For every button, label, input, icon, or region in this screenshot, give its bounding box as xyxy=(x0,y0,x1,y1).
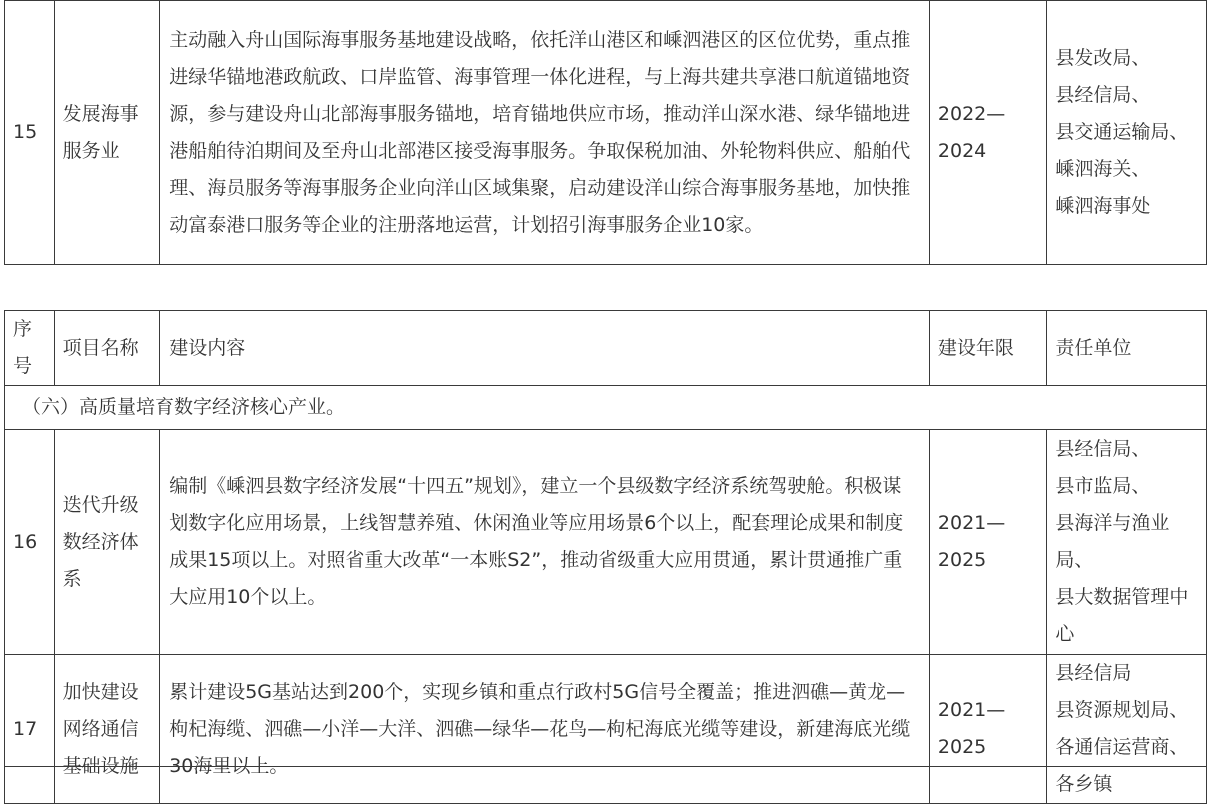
project-table-main xyxy=(4,310,1207,804)
table-row xyxy=(5,655,1207,804)
header-content: 建设内容 xyxy=(160,311,930,386)
next-row-partial xyxy=(4,766,1207,781)
responsible-units xyxy=(1047,1,1207,265)
project-content: 主动融入舟山国际海事服务基地建设战略，依托洋山港区和嵊泗港区的区位优势，重点推进绿华锚地港政航政、口岸监管、海事管理一体化进程，与上海共建共享港口航道锚地资源，参与建设舟山北部海事服务锚地，培育锚地供应市场，推动洋山深水港、绿华锚地进港船舶待泊期间及至舟山北部港区接受海事服务。争取保税加油、外轮物料供应、船舶代理、海员服务等海事服务企业向洋山区域集聚，启动建设洋山综合海事服务基地，加快推动富泰港口服务等企业的注册落地运营，计划招引海事服务企业10家。 xyxy=(160,1,930,265)
project-name: 发展海事服务业 xyxy=(54,1,160,265)
unit-item: 县市监局、 xyxy=(1055,475,1151,497)
table-row xyxy=(5,1,1207,265)
partial-cell xyxy=(160,767,930,782)
table-header-row xyxy=(5,311,1207,386)
header-no: 序号 xyxy=(5,311,55,386)
row-number: 15 xyxy=(5,1,55,265)
project-name: 迭代升级数经济体系 xyxy=(54,430,160,655)
partial-cell xyxy=(929,767,1047,782)
responsible-units xyxy=(1047,655,1207,804)
unit-item: 县交通运输局、 xyxy=(1055,121,1189,143)
unit-item: 各乡镇 xyxy=(1055,773,1113,795)
unit-item: 嵊泗海关、 xyxy=(1055,158,1151,180)
header-year: 建设年限 xyxy=(929,311,1047,386)
responsible-units xyxy=(1047,430,1207,655)
unit-item: 县经信局、 xyxy=(1055,84,1151,106)
section-title: （六）高质量培育数字经济核心产业。 xyxy=(5,386,1207,430)
build-period: 2021—2025 xyxy=(929,655,1047,804)
header-name: 项目名称 xyxy=(54,311,160,386)
project-content: 编制《嵊泗县数字经济发展“十四五”规划》，建立一个县级数字经济系统驾驶舱。积极谋划数字化应用场景，上线智慧养殖、休闲渔业等应用场景6个以上，配套理论成果和制度成果15项以上。对照省重大改革“一本账S2”，推动省级重大应用贯通，累计贯通推广重大应用10个以上。 xyxy=(160,430,930,655)
unit-item: 县经信局 xyxy=(1055,662,1132,684)
unit-item: 县发改局、 xyxy=(1055,47,1151,69)
row-number: 17 xyxy=(5,655,55,804)
partial-cell xyxy=(5,767,55,782)
header-unit: 责任单位 xyxy=(1047,311,1207,386)
unit-item: 县经信局、 xyxy=(1055,438,1151,460)
build-period: 2022—2024 xyxy=(929,1,1047,265)
build-period: 2021—2025 xyxy=(929,430,1047,655)
unit-item: 县海洋与渔业局、 xyxy=(1055,512,1170,571)
project-content: 累计建设5G基站达到200个，实现乡镇和重点行政村5G信号全覆盖；推进泗礁—黄龙—枸杞海缆、泗礁—小洋—大洋、泗礁—绿华—花鸟—枸杞海底光缆等建设，新建海底光缆30海里以上。 xyxy=(160,655,930,804)
project-name: 加快建设网络通信基础设施 xyxy=(54,655,160,804)
section-title-row xyxy=(5,386,1207,430)
unit-item: 各通信运营商、 xyxy=(1055,736,1189,758)
unit-item: 县资源规划局、 xyxy=(1055,699,1189,721)
unit-item: 县大数据管理中心 xyxy=(1055,586,1189,645)
partial-cell xyxy=(1047,767,1207,782)
project-table-top xyxy=(4,0,1207,265)
row-number: 16 xyxy=(5,430,55,655)
table-row xyxy=(5,430,1207,655)
unit-item: 嵊泗海事处 xyxy=(1055,195,1151,217)
partial-cell xyxy=(54,767,160,782)
